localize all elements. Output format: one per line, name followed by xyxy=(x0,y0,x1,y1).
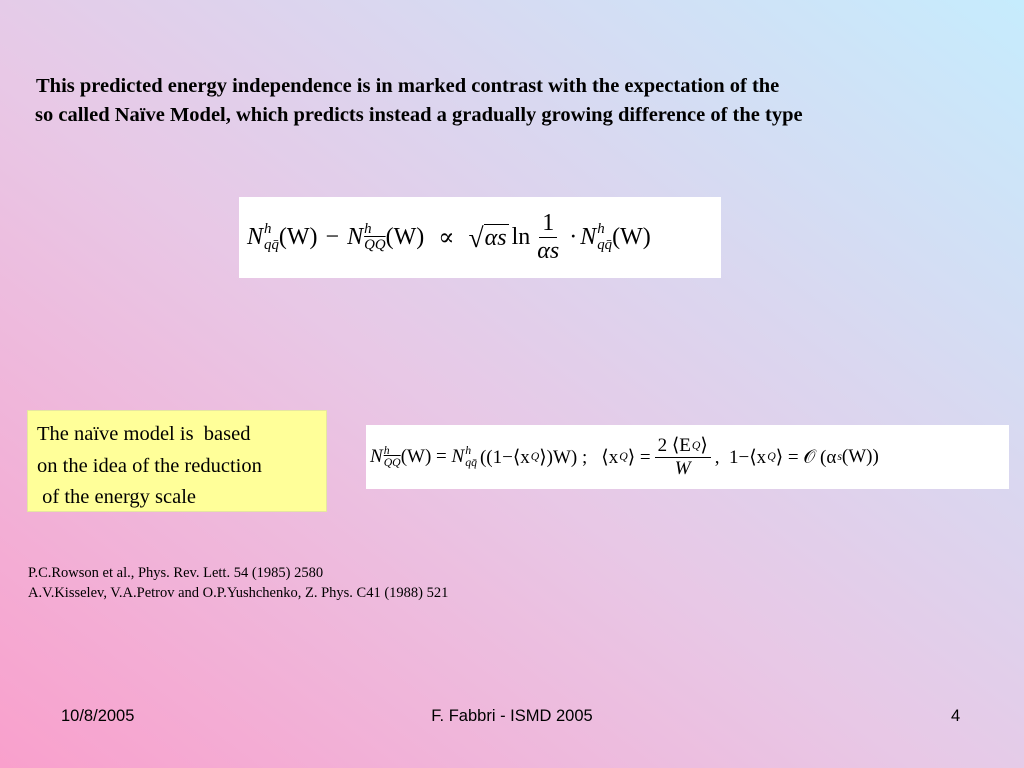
eq1-arg-w: (W) xyxy=(278,224,318,250)
eq2-sub-Q-4: Q xyxy=(767,449,776,463)
footer-author-conference: F. Fabbri - ISMD 2005 xyxy=(431,707,593,725)
eq2-rhs-arg-end: ⟩)W) ; xyxy=(539,446,588,468)
eq2-superscript-h-2: h xyxy=(465,443,472,457)
eq1-subscript-QQ: $\overline{QQ}$ xyxy=(364,236,386,253)
reference-2: A.V.Kisselev, V.A.Petrov and O.P.Yushchenko, Z. Phys. C41 (1988) 521 xyxy=(28,585,449,601)
energy-scale-reduction-equation xyxy=(366,425,1009,489)
eq1-minus: − xyxy=(325,224,340,250)
reference-1: P.C.Rowson et al., Phys. Rev. Lett. 54 (1985) 2580 xyxy=(28,565,324,581)
eq1-sqrt xyxy=(468,221,508,253)
eq2-superscript-h: h xyxy=(383,443,390,457)
eq1-superscript-h: h xyxy=(264,220,272,237)
intro-text xyxy=(36,72,1016,130)
footer-date: 10/8/2005 xyxy=(61,707,135,725)
eq1-frac-num: 1 xyxy=(539,211,557,238)
eq1-n-scripts-2 xyxy=(364,222,386,253)
eq2-after-frac-3: (W)) xyxy=(841,446,879,467)
eq2-sub-Q-1: Q xyxy=(530,449,540,463)
eq2-frac-num xyxy=(655,436,711,458)
eq1-n-scripts-3 xyxy=(597,222,612,253)
eq2-after-frac-2: ⟩ = 𝒪 (α xyxy=(775,446,837,468)
intro-line-2: so called Naïve Model, which predicts instead a gradually growing difference of the type xyxy=(35,104,803,126)
eq2-n-symbol: N xyxy=(370,446,383,467)
eq1-ln: ln xyxy=(511,224,531,250)
eq2-xq-sub-2 xyxy=(619,451,628,463)
naive-model-note-box xyxy=(27,410,327,512)
references xyxy=(28,563,448,603)
eq1-n-scripts xyxy=(264,222,279,253)
eq1-proportional: ∝ xyxy=(438,225,455,251)
eq2-frac-den: W xyxy=(674,457,691,479)
eq1-arg-w-3: (W) xyxy=(612,224,651,250)
eq1-radical: √ xyxy=(468,221,484,253)
note-line-2: on the idea of the reduction xyxy=(37,454,262,477)
eq1-subscript-qq: qq̄ xyxy=(264,236,279,253)
note-line-1: The naïve model is based xyxy=(37,423,251,445)
eq1-superscript-h-3: h xyxy=(597,220,605,237)
naive-model-difference-equation xyxy=(239,197,721,278)
note-line-3: of the energy scale xyxy=(37,486,196,508)
eq2-n-scripts xyxy=(384,445,401,470)
eq2-subscript-QQ: $\overline{QQ}$ xyxy=(383,456,401,469)
eq1-n-symbol: N xyxy=(247,224,264,250)
eq2-xq-sub-3 xyxy=(767,451,776,463)
eq2-n-scripts-2 xyxy=(465,445,477,470)
eq1-n-symbol-2: N xyxy=(347,224,364,250)
eq1-frac-den: αs xyxy=(537,238,560,264)
eq1-n-symbol-3: N xyxy=(580,224,597,250)
eq1-fraction xyxy=(534,211,562,264)
eq1-subscript-qq-3: qq̄ xyxy=(597,236,613,253)
eq2-sub-s: s xyxy=(837,449,842,463)
footer-page-number: 4 xyxy=(951,707,961,725)
eq1-alpha-s: αs xyxy=(484,225,507,252)
intro-line-1: This predicted energy independence is in marked contrast with the expectation of the xyxy=(36,75,780,97)
eq2-sub-Q-2: Q xyxy=(619,449,628,463)
eq2-fraction xyxy=(655,436,711,479)
eq2-lhs-tail: (W) = xyxy=(400,446,452,467)
eq2-frac-num-close: ⟩ xyxy=(700,434,708,456)
eq2-frac-num-text: 2 ⟨E xyxy=(657,434,691,456)
eq1-superscript-h-2: h xyxy=(364,220,372,237)
eq2-xq-close: ⟩ = xyxy=(627,446,651,468)
eq2-sub-Q-3: Q xyxy=(691,439,701,453)
eq1-arg-w-2: (W) xyxy=(385,224,425,250)
eq2-after-frac: , 1−⟨x xyxy=(714,446,767,468)
eq2-subscript-qq: qq̄ xyxy=(465,456,477,469)
eq1-dot: · xyxy=(569,224,578,250)
eq2-xq-sub-1 xyxy=(531,451,540,463)
eq2-rhs-arg: ((1−⟨x xyxy=(479,446,530,468)
eq2-xq-open: ⟨x xyxy=(601,446,619,468)
eq2-n-symbol-2: N xyxy=(451,446,465,467)
